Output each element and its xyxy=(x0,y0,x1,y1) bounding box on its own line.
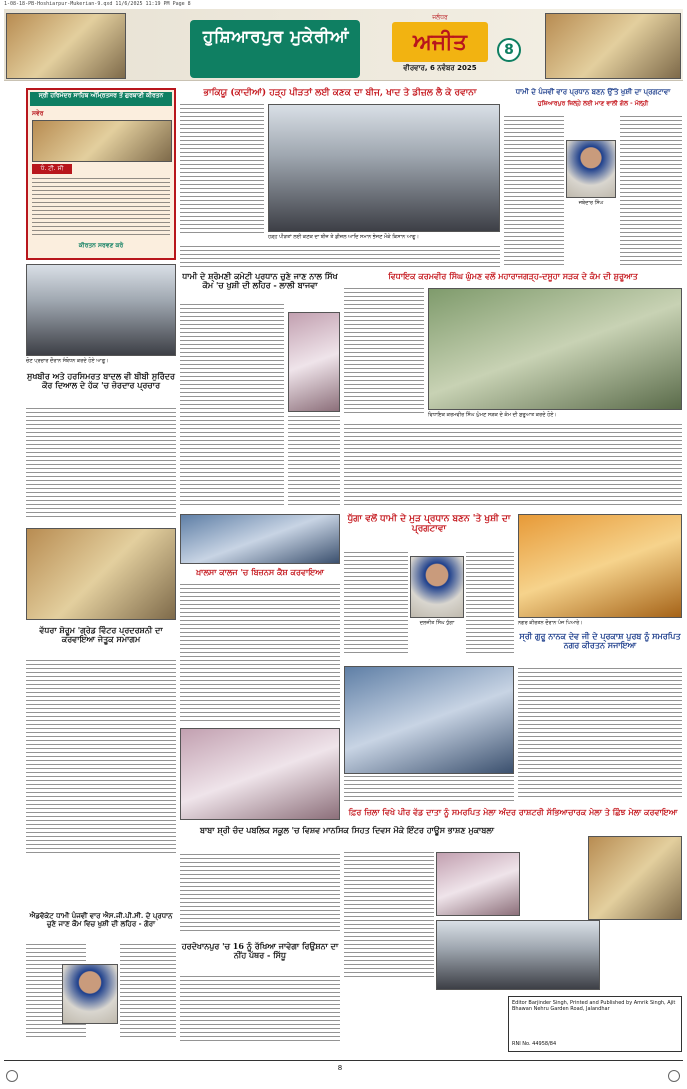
story-11-body xyxy=(344,852,434,980)
story-1-photo xyxy=(268,104,500,232)
footer-rule xyxy=(4,1060,683,1061)
masthead-title: ਹੁਸ਼ਿਆਰਪੁਰ ਮੁਕੇਰੀਆਂ xyxy=(202,27,350,47)
story-7-portrait-caption: ਦਲਜੀਤ ਸਿੰਘ ਧੁੱਗਾ xyxy=(419,620,455,626)
story-7-portrait xyxy=(410,556,464,618)
story-4-headline: ਵਿਧਾਇਕ ਕਰਮਵੀਰ ਸਿੰਘ ਘੁੰਮਣ ਵਲੋਂ ਮਹਾਰਾਜਗੜ੍ਹ-ਦਸੂਹਾ ਸੜਕ ਦੇ ਕੰਮ ਦੀ ਸ਼ੁਰੂਆਤ xyxy=(388,271,638,281)
ad-title: ਸ੍ਰੀ ਹਰਿਮੰਦਰ ਸਾਹਿਬ ਅੰਮ੍ਰਿਤਸਰ ਤੋਂ ਗੁਰਬਾਣੀ ਕੀਰਤਨ xyxy=(30,92,172,106)
story-1-body-tail xyxy=(180,246,500,270)
story-6-photo xyxy=(180,514,340,564)
story-6-photo-bottom xyxy=(180,728,340,820)
story-5-headline: ਸੁਖਬੀਰ ਅਤੇ ਹਰਸਿਮਰਤ ਬਾਦਲ ਵੀ ਬੀਬੀ ਸੁਰਿੰਦਰ ਕੌਰ ਦਿਆਲ ਦੇ ਹੱਕ 'ਚ ਜ਼ੋਰਦਾਰ ਪ੍ਰਚਾਰ xyxy=(27,371,175,391)
ad-footer: ਕੀਰਤਨ ਸਰਵਣ ਕਰੋ xyxy=(78,242,124,249)
story-10-body xyxy=(180,854,340,934)
story-3-body-right xyxy=(288,416,340,508)
story-9-headline: ਵੱਧਰਾ ਸ਼ੋਰੂਮ 'ਗ੍ਰੇਡ ਵਿੰਟਰ ਪ੍ਰਦਰਸ਼ਨੀ ਦਾ ਕਰਵਾਇਆ ਜੇਤੂਕ ਸਮਾਗਮ xyxy=(39,625,163,645)
gurbani-ad xyxy=(26,88,176,260)
story-5-caption: ਚੋਣ ਪ੍ਰਚਾਰ ਦੌਰਾਨ ਸੰਬੋਧਨ ਕਰਦੇ ਹੋਏ ਆਗੂ। xyxy=(26,358,109,364)
story-1-body xyxy=(180,104,264,236)
story-1-headline: ਭਾਕਿਯੂ (ਕਾਦੀਆਂ) ਹੜ੍ਹ ਪੀੜਤਾਂ ਲਈ ਕਣਕ ਦਾ ਬੀਜ, ਖਾਦ ਤੇ ਡੀਜ਼ਲ ਲੈ ਕੇ ਰਵਾਨਾ xyxy=(203,88,477,98)
ad-golden-temple-image xyxy=(32,120,172,162)
registration-mark-right xyxy=(668,1070,680,1082)
story-11-headline: ਫ਼ਿਰ ਜ਼ਿਲਾ ਵਿਖੇ ਪੀਰ ਵੱਡ ਦਾਤਾ ਨੂੰ ਸਮਰਪਿਤ ਮੇਲਾ ਅੰਦਰ ਰਾਸ਼ਟਰੀ ਸੱਭਿਆਚਾਰਕ ਮੇਲਾ ਤੇ ਛਿੰਝ ਮੇਲਾ ਕਰਵਾਇਆ xyxy=(348,807,678,817)
story-9-photo xyxy=(26,528,176,620)
story-12-headline: ਐਡਵੋਕੇਟ ਧਾਮੀ ਪੰਜਵੀਂ ਵਾਰ ਐਸ.ਜੀ.ਪੀ.ਸੀ. ਦੇ ਪ੍ਰਧਾਨ ਚੁਣੇ ਜਾਣ ਕੌਮ ਵਿਚ ਖੁਸ਼ੀ ਦੀ ਲਹਿਰ - ਗੋਰਾ xyxy=(29,911,173,929)
story-4-caption: ਵਿਧਾਇਕ ਕਰਮਵੀਰ ਸਿੰਘ ਘੁੰਮਣ ਸੜਕ ਦੇ ਕੰਮ ਦੀ ਸ਼ੁਰੂਆਤ ਕਰਦੇ ਹੋਏ। xyxy=(428,412,557,418)
story-8-photo xyxy=(518,514,682,618)
story-7-headline: ਧੁੱਗਾ ਵਲੋਂ ਧਾਮੀ ਦੇ ਮੁੜ ਪ੍ਰਧਾਨ ਬਣਨ 'ਤੇ ਖੁਸ਼ੀ ਦਾ ਪ੍ਰਗਟਾਵਾ xyxy=(347,514,511,535)
story-2-body-right xyxy=(620,116,682,268)
imprint-box xyxy=(508,996,682,1052)
print-slug: 1-08-18-PB-Hoshiarpur-Mukerian-9.qxd 11/6/2025 11:19 PM Page 8 xyxy=(4,1,191,7)
paper-name: ਅਜੀਤ xyxy=(392,22,488,62)
story-10-headline: ਬਾਬਾ ਸ਼੍ਰੀ ਚੰਦ ਪਬਲਿਕ ਸਕੂਲ 'ਚ ਵਿਸ਼ਵ ਮਾਨਸਿਕ ਸਿਹਤ ਦਿਵਸ ਮੌਕੇ ਇੰਟਰ ਹਾਊਸ ਭਾਸ਼ਣ ਮੁਕਾਬਲਾ xyxy=(199,825,495,835)
story-13-body xyxy=(180,976,340,1042)
masthead-title-box xyxy=(190,20,360,78)
ad-body xyxy=(32,178,170,238)
story-7-body-right xyxy=(466,552,514,656)
ad-label-top: ਸਵੇਰ xyxy=(32,110,44,117)
ad-label-mid: ਧੰ. ਟੀ. ਸੀ xyxy=(32,164,72,174)
story-13-headline: ਹਰਦੋਖਾਨਪੁਰ 'ਚ 16 ਨੂੰ ਰੱਖਿਆ ਜਾਵੇਗਾ ਰਿਉਸ਼ਨਾ ਦਾ ਨੀਂਹ ਪੱਥਰ - ਸਿੱਧੂ xyxy=(181,941,339,961)
story-11-photo-2 xyxy=(436,920,600,990)
story-11-photo-1 xyxy=(436,852,520,916)
story-6-body xyxy=(180,584,340,724)
story-2-portrait xyxy=(566,140,616,198)
police-photo-caption xyxy=(344,776,514,802)
imprint-reg: RNI No. 44958/84 xyxy=(512,1041,557,1047)
page-number: 8 xyxy=(497,38,521,62)
story-9-body xyxy=(26,660,176,856)
story-3-photo xyxy=(288,312,340,412)
story-8-body xyxy=(518,668,682,800)
story-2-body-left xyxy=(504,116,564,268)
story-12-body-right xyxy=(120,944,176,1040)
story-11-photo-3 xyxy=(588,836,682,920)
story-8-caption: ਨਗਰ ਕੀਰਤਨ ਦੌਰਾਨ ਪੰਜ ਪਿਆਰੇ। xyxy=(518,620,583,626)
issue-date: ਵੀਰਵਾਰ, 6 ਨਵੰਬਰ 2025 xyxy=(403,64,477,72)
imprint-text: Editor Barjinder Singh, Printed and Published by Amrik Singh, Ajit Bhawan Nehru Garden Road, Jalandhar xyxy=(512,1000,676,1012)
story-7-body-left xyxy=(344,552,408,656)
story-2-portrait-caption: ਜਥੇਦਾਰ ਸਿੰਘ xyxy=(578,200,604,206)
story-5-body xyxy=(26,408,176,520)
story-8-headline: ਸ੍ਰੀ ਗੁਰੂ ਨਾਨਕ ਦੇਵ ਜੀ ਦੇ ਪ੍ਰਕਾਸ਼ ਪੁਰਬ ਨੂੰ ਸਮਰਪਿਤ ਨਗਰ ਕੀਰਤਨ ਸਜਾਇਆ xyxy=(519,631,681,651)
paper-prefix: ਜਲੰਧਰ xyxy=(432,14,448,21)
story-1-caption: ਹੜ੍ਹ ਪੀੜਤਾਂ ਲਈ ਕਣਕ ਦਾ ਬੀਜ ਤੇ ਡੀਜ਼ਲ ਆਦਿ ਸਮਾਨ ਭੇਜਣ ਮੌਕੇ ਕਿਸਾਨ ਆਗੂ। xyxy=(268,234,420,240)
police-photo xyxy=(344,666,514,774)
story-4-body xyxy=(344,288,424,416)
footer-page-label: 8 xyxy=(337,1064,343,1072)
story-5-photo xyxy=(26,264,176,356)
story-3-body xyxy=(180,304,284,508)
masthead-right-photo xyxy=(545,13,681,79)
masthead-left-photo xyxy=(6,13,126,79)
story-4-photo xyxy=(428,288,682,410)
registration-mark-left xyxy=(6,1070,18,1082)
story-4-body-tail xyxy=(344,424,682,506)
story-12-portrait xyxy=(62,964,118,1024)
story-2-subhead: ਹੁਸ਼ਿਆਰਪੁਰ ਜ਼ਿਲ੍ਹੇ ਲਈ ਮਾਣ ਵਾਲੀ ਗੱਲ - ਮੱਲ੍ਹੀ xyxy=(537,100,649,107)
story-2-headline: ਧਾਮੀ ਦੇ ਪੰਜਵੀਂ ਵਾਰ ਪ੍ਰਧਾਨ ਬਣਨ ਉੱਤੇ ਖੁਸ਼ੀ ਦਾ ਪ੍ਰਗਟਾਵਾ xyxy=(515,87,671,96)
story-6-headline: ਖ਼ਾਲਸਾ ਕਾਲਜ 'ਚ ਬਿਜ਼ਨਸ ਕੈਸ਼ ਕਰਵਾਇਆ xyxy=(196,567,324,577)
story-3-headline: ਧਾਮੀ ਦੇ ਸ਼੍ਰੋਮਣੀ ਕਮੇਟੀ ਪ੍ਰਧਾਨ ਚੁਣੇ ਜਾਣ ਨਾਲ ਸਿੱਖ ਕੌਮ 'ਚ ਖੁਸ਼ੀ ਦੀ ਲਹਿਰ - ਲਾਲੀ ਬਾਜਵਾ xyxy=(182,271,338,291)
